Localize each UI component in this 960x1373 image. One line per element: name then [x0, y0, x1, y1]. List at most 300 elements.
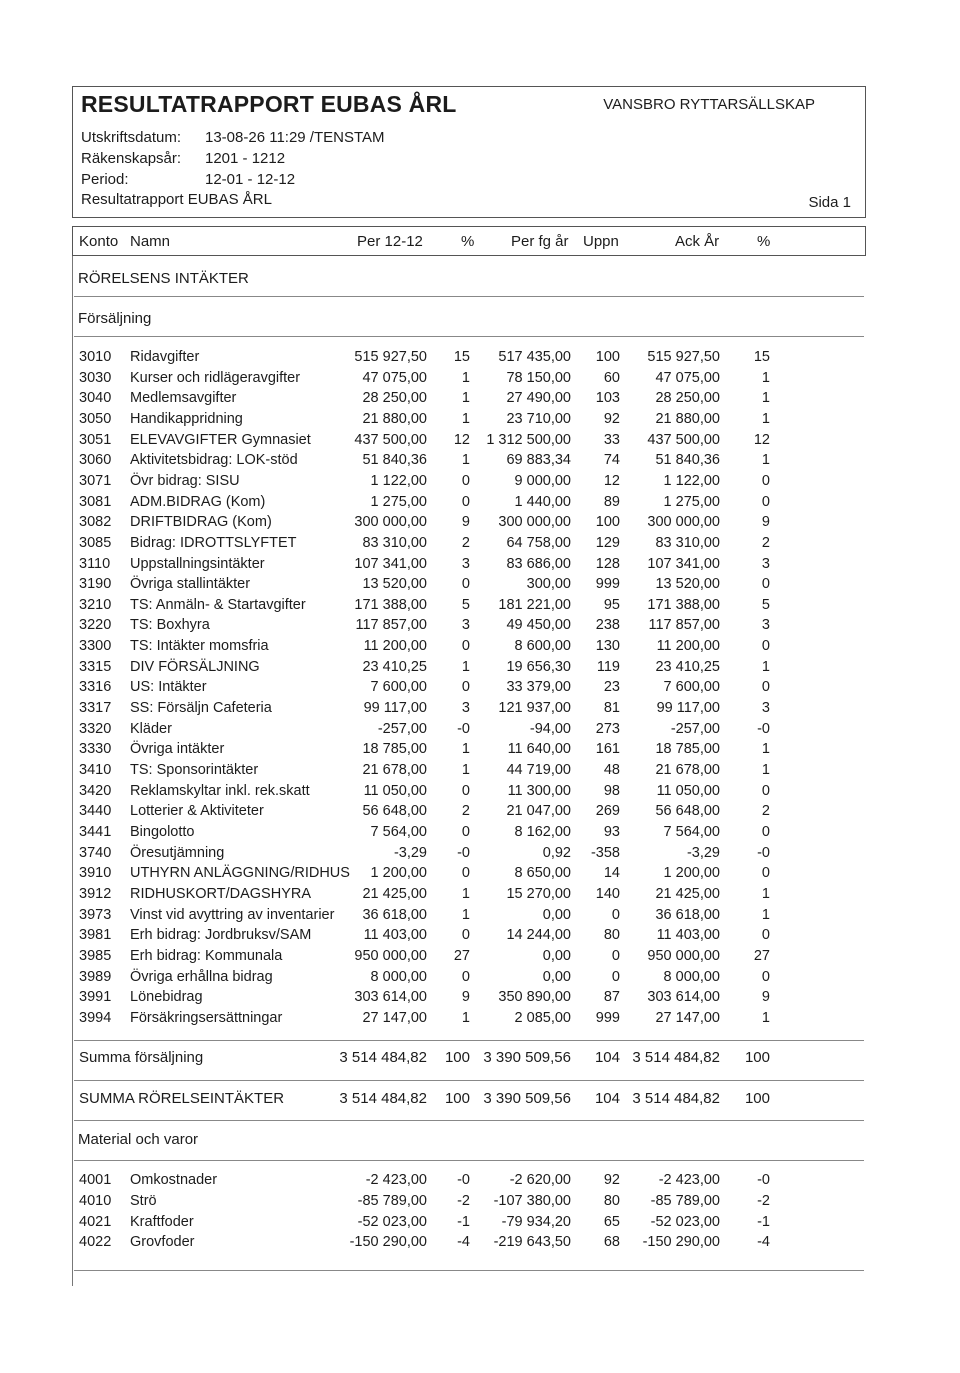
uppn-value: 89	[603, 493, 620, 510]
ack-value: 950 000,00	[647, 947, 720, 964]
per-value: 47 075,00	[362, 369, 427, 386]
ack-pct: 2	[761, 803, 770, 820]
per-pct: 1	[461, 390, 470, 407]
account-number: 3300	[79, 638, 112, 655]
table-row	[0, 679, 960, 700]
ack-pct: 0	[761, 638, 770, 655]
ack-pct: 1	[761, 452, 770, 469]
account-name: Kraftfoder	[130, 1213, 194, 1230]
summa-forsaljning-ack: 3 514 484,82	[632, 1049, 720, 1066]
account-name: Övriga intäkter	[130, 741, 225, 758]
per-value: 36 618,00	[362, 906, 427, 923]
ack-value: 23 410,25	[655, 658, 720, 675]
account-name: DIV FÖRSÄLJNING	[130, 658, 260, 675]
per-pct: 1	[461, 658, 470, 675]
ack-value: 99 117,00	[656, 700, 720, 717]
account-number: 4021	[79, 1213, 112, 1230]
summa-rorelseintakter-pct: 100	[444, 1090, 470, 1107]
summa-forsaljning-row	[0, 1049, 960, 1071]
account-name: ADM.BIDRAG (Kom)	[130, 493, 266, 510]
col-ack-ar: Ack År	[675, 233, 720, 250]
ack-value: 56 648,00	[655, 803, 720, 820]
per-value: 27 147,00	[362, 1009, 427, 1026]
ack-value: 303 614,00	[647, 989, 720, 1006]
section-divider	[74, 336, 864, 337]
account-name: Uppstallningsintäkter	[130, 555, 265, 572]
prev-year-value: 300 000,00	[498, 514, 571, 531]
per-value: 23 410,25	[362, 658, 427, 675]
account-name: Övriga erhållna bidrag	[130, 968, 273, 985]
table-row	[0, 865, 960, 886]
prev-year-value: 27 490,00	[506, 390, 571, 407]
uppn-value: 80	[603, 1192, 620, 1209]
per-pct: 1	[461, 741, 470, 758]
prev-year-value: 44 719,00	[506, 762, 571, 778]
per-pct: 0	[461, 638, 470, 655]
ack-pct: 3	[761, 555, 770, 572]
prev-year-value: 9 000,00	[514, 472, 571, 489]
account-number: 3410	[79, 762, 112, 778]
prev-year-value: 300,00	[526, 576, 571, 593]
account-name: US: Intäkter	[130, 679, 207, 696]
per-value: 303 614,00	[354, 989, 427, 1006]
account-number: 3051	[79, 431, 112, 448]
account-name: Lönebidrag	[130, 989, 203, 1006]
per-pct: 1	[461, 762, 470, 778]
account-number: 4022	[79, 1234, 112, 1251]
account-name: Lotterier & Aktiviteter	[130, 803, 264, 820]
per-value: 56 648,00	[362, 803, 427, 820]
prev-year-value: 83 686,00	[506, 555, 571, 572]
table-row	[0, 494, 960, 515]
ack-value: 21 880,00	[655, 410, 720, 427]
section-rorelsens-intakter: RÖRELSENS INTÄKTER	[78, 270, 249, 287]
per-pct: 9	[461, 989, 470, 1006]
per-value: 21 880,00	[362, 410, 427, 427]
ack-value: 11 200,00	[656, 638, 720, 655]
per-value: -257,00	[377, 720, 427, 737]
ack-value: 171 388,00	[647, 596, 720, 613]
per-value: -3,29	[393, 844, 427, 861]
per-pct: 1	[461, 885, 470, 902]
prev-year-value: -79 934,20	[501, 1213, 571, 1230]
print-date-value: 13-08-26 11:29 /TENSTAM	[205, 129, 385, 146]
account-number: 3315	[79, 658, 112, 675]
uppn-value: 0	[611, 906, 620, 923]
per-value: 437 500,00	[354, 431, 427, 448]
uppn-value: 74	[603, 452, 620, 469]
account-number: 3110	[79, 555, 111, 572]
ack-pct: 12	[753, 431, 770, 448]
per-value: 7 564,00	[370, 823, 427, 840]
prev-year-value: 1 312 500,00	[486, 431, 571, 448]
table-row	[0, 638, 960, 659]
ack-value: -52 023,00	[650, 1213, 720, 1230]
table-row	[0, 762, 960, 783]
prev-year-value: 0,92	[542, 844, 571, 861]
per-value: -52 023,00	[357, 1213, 427, 1230]
uppn-value: 81	[603, 700, 620, 717]
table-row	[0, 535, 960, 556]
ack-pct: -1	[757, 1213, 770, 1230]
per-pct: 9	[461, 514, 470, 531]
prev-year-value: 78 150,00	[506, 369, 571, 386]
table-row	[0, 617, 960, 638]
ack-pct: 9	[761, 514, 770, 531]
table-row	[0, 824, 960, 845]
table-row	[0, 514, 960, 535]
ack-pct: 3	[761, 700, 770, 717]
table-row	[0, 907, 960, 928]
ack-value: 515 927,50	[647, 349, 720, 365]
report-name: Resultatrapport EUBAS ÅRL	[81, 191, 272, 208]
ack-value: 7 564,00	[663, 823, 720, 840]
account-name: Bingolotto	[130, 823, 195, 840]
per-value: 11 200,00	[363, 638, 427, 655]
table-row	[0, 989, 960, 1010]
uppn-value: 87	[603, 989, 620, 1006]
uppn-value: 0	[611, 968, 620, 985]
account-number: 3989	[79, 968, 112, 985]
ack-value: 1 200,00	[663, 865, 720, 882]
ack-value: 47 075,00	[655, 369, 720, 386]
prev-year-value: 23 710,00	[506, 410, 571, 427]
table-row	[0, 349, 960, 370]
table-row	[0, 390, 960, 411]
prev-year-value: 11 300,00	[507, 782, 571, 799]
per-pct: 0	[461, 472, 470, 489]
account-name: Medlemsavgifter	[130, 390, 237, 407]
per-pct: 12	[453, 431, 470, 448]
per-pct: 3	[461, 555, 470, 572]
account-name: Aktivitetsbidrag: LOK-stöd	[130, 452, 298, 469]
account-number: 3316	[79, 679, 112, 696]
account-number: 3081	[79, 493, 112, 510]
account-name: Kläder	[130, 720, 172, 737]
summa-rorelseintakter-pct2: 100	[744, 1090, 770, 1107]
per-value: -85 789,00	[357, 1192, 427, 1209]
prev-year-value: 64 758,00	[506, 534, 571, 551]
account-number: 3040	[79, 390, 112, 407]
per-value: 107 341,00	[354, 555, 427, 572]
summa-forsaljning-uppn: 104	[594, 1049, 620, 1066]
uppn-value: 98	[603, 782, 620, 799]
ack-pct: 0	[761, 679, 770, 696]
ack-pct: 15	[753, 349, 770, 365]
table-row	[0, 432, 960, 453]
account-number: 3010	[79, 349, 112, 365]
section-forsaljning: Försäljning	[78, 310, 152, 327]
table-row	[0, 556, 960, 577]
ack-value: 437 500,00	[647, 431, 720, 448]
summa-forsaljning-per: 3 514 484,82	[339, 1049, 427, 1066]
ack-value: 21 678,00	[655, 762, 720, 778]
period-label: Period:	[81, 171, 129, 188]
uppn-value: 119	[596, 658, 620, 675]
per-pct: 2	[461, 534, 470, 551]
uppn-value: 273	[595, 720, 620, 737]
account-name: Vinst vid avyttring av inventarier	[130, 906, 335, 923]
col-pct1: %	[461, 233, 475, 250]
per-pct: 1	[461, 410, 470, 427]
summa-rorelseintakter-per: 3 514 484,82	[339, 1090, 427, 1107]
table-row	[0, 1010, 960, 1031]
per-pct: 0	[461, 679, 470, 696]
table-row	[0, 576, 960, 597]
per-pct: -0	[457, 1172, 470, 1188]
uppn-value: 92	[603, 410, 620, 427]
col-per-fg-ar: Per fg år	[511, 233, 569, 250]
prev-year-value: 181 221,00	[498, 596, 571, 613]
uppn-value: 140	[595, 885, 620, 902]
per-pct: 0	[461, 576, 470, 593]
table-row	[0, 1172, 960, 1193]
table-row	[0, 452, 960, 473]
ack-value: 11 050,00	[656, 782, 720, 799]
ack-value: 1 122,00	[663, 472, 720, 489]
page-number: Sida 1	[808, 194, 851, 211]
account-number: 3740	[79, 844, 112, 861]
prev-year-value: 69 883,34	[506, 452, 571, 469]
account-number: 3317	[79, 700, 112, 717]
ack-value: 36 618,00	[655, 906, 720, 923]
section-divider	[74, 1160, 864, 1161]
per-value: 13 520,00	[362, 576, 427, 593]
ack-value: 11 403,00	[656, 927, 720, 944]
uppn-value: 12	[603, 472, 620, 489]
account-name: Övriga stallintäkter	[130, 576, 251, 593]
account-name: Erh bidrag: Kommunala	[130, 947, 283, 964]
prev-year-value: 0,00	[542, 906, 571, 923]
ack-pct: 0	[761, 782, 770, 799]
uppn-value: 68	[603, 1234, 620, 1251]
ack-value: -2 423,00	[658, 1172, 720, 1188]
per-value: 7 600,00	[370, 679, 427, 696]
per-pct: -0	[457, 720, 470, 737]
account-number: 3441	[79, 823, 112, 840]
prev-year-value: 350 890,00	[498, 989, 571, 1006]
per-pct: 0	[461, 782, 470, 799]
prev-year-value: 15 270,00	[506, 885, 571, 902]
ack-pct: -0	[757, 720, 770, 737]
per-pct: 3	[461, 617, 470, 634]
prev-year-value: -107 380,00	[493, 1192, 571, 1209]
account-number: 3420	[79, 782, 112, 799]
ack-value: 27 147,00	[655, 1009, 720, 1026]
uppn-value: 92	[603, 1172, 620, 1188]
table-row	[0, 700, 960, 721]
account-name: Ridavgifter	[130, 349, 200, 365]
account-number: 3973	[79, 906, 112, 923]
account-name: Bidrag: IDROTTSLYFTET	[130, 534, 297, 551]
per-pct: 5	[461, 596, 470, 613]
account-number: 3050	[79, 410, 112, 427]
table-row	[0, 370, 960, 391]
section-material: Material och varor	[78, 1131, 199, 1148]
uppn-value: 48	[603, 762, 620, 778]
col-pct2: %	[757, 233, 771, 250]
account-number: 3981	[79, 927, 112, 944]
table-row	[0, 1193, 960, 1214]
prev-year-value: 0,00	[542, 968, 571, 985]
account-number: 3190	[79, 576, 112, 593]
per-pct: 1	[461, 452, 470, 469]
ack-pct: 0	[761, 927, 770, 944]
account-name: Strö	[130, 1192, 157, 1209]
uppn-value: 128	[595, 555, 620, 572]
account-name: Kurser och ridlägeravgifter	[130, 369, 301, 386]
prev-year-value: 8 600,00	[514, 638, 571, 655]
print-date-label: Utskriftsdatum:	[81, 129, 182, 146]
uppn-value: 130	[595, 638, 620, 655]
account-number: 3912	[79, 885, 112, 902]
account-number: 3030	[79, 369, 112, 386]
per-value: 83 310,00	[362, 534, 427, 551]
ack-pct: 0	[761, 472, 770, 489]
per-pct: 0	[461, 493, 470, 510]
account-name: Erh bidrag: Jordbruksv/SAM	[130, 927, 312, 944]
section-divider	[74, 1270, 864, 1271]
uppn-value: 33	[603, 431, 620, 448]
prev-year-value: 33 379,00	[506, 679, 571, 696]
ack-value: -150 290,00	[642, 1234, 720, 1251]
prev-year-value: 1 440,00	[514, 493, 571, 510]
ack-value: 21 425,00	[655, 885, 720, 902]
summa-rorelseintakter-fg: 3 390 509,56	[483, 1090, 571, 1107]
account-name: Omkostnader	[130, 1172, 218, 1188]
report-title: RESULTATRAPPORT EUBAS ÅRL	[81, 91, 457, 117]
per-pct: -1	[457, 1213, 470, 1230]
account-name: SS: Försäljn Cafeteria	[130, 700, 272, 717]
ack-pct: -2	[757, 1192, 770, 1209]
uppn-value: 999	[595, 576, 620, 593]
account-number: 3330	[79, 741, 112, 758]
uppn-value: -358	[590, 844, 620, 861]
organization-name: VANSBRO RYTTARSÄLLSKAP	[603, 96, 815, 113]
per-pct: 0	[461, 968, 470, 985]
per-pct: 27	[453, 947, 470, 964]
per-value: -2 423,00	[365, 1172, 427, 1188]
per-value: 21 678,00	[362, 762, 427, 778]
ack-pct: 0	[761, 493, 770, 510]
period-row	[81, 171, 295, 188]
account-name: Handikappridning	[130, 410, 243, 427]
account-name: TS: Intäkter momsfria	[130, 638, 269, 655]
per-pct: 0	[461, 927, 470, 944]
ack-pct: -0	[757, 1172, 770, 1188]
uppn-value: 161	[595, 741, 620, 758]
table-row	[0, 721, 960, 742]
uppn-value: 269	[595, 803, 620, 820]
ack-pct: 1	[761, 762, 770, 778]
account-number: 4010	[79, 1192, 112, 1209]
account-number: 3082	[79, 514, 112, 531]
ack-pct: 27	[753, 947, 770, 964]
ack-value: 51 840,36	[655, 452, 720, 469]
table-row	[0, 659, 960, 680]
uppn-value: 100	[595, 349, 620, 365]
uppn-value: 999	[595, 1009, 620, 1026]
prev-year-value: 8 650,00	[514, 865, 571, 882]
account-name: TS: Boxhyra	[130, 617, 210, 634]
per-pct: 3	[461, 700, 470, 717]
per-pct: 15	[453, 349, 470, 365]
ack-value: -3,29	[686, 844, 720, 861]
account-name: ELEVAVGIFTER Gymnasiet	[130, 431, 311, 448]
ack-pct: 1	[761, 1009, 770, 1026]
ack-pct: 1	[761, 741, 770, 758]
ack-value: 13 520,00	[655, 576, 720, 593]
ack-pct: 1	[761, 658, 770, 675]
ack-value: 107 341,00	[647, 555, 720, 572]
per-value: 171 388,00	[354, 596, 427, 613]
per-value: 11 403,00	[363, 927, 427, 944]
print-date-row	[81, 129, 385, 146]
per-value: 1 200,00	[370, 865, 427, 882]
ack-pct: 1	[761, 410, 770, 427]
ack-pct: 2	[761, 534, 770, 551]
per-value: 1 275,00	[370, 493, 427, 510]
ack-value: 1 275,00	[663, 493, 720, 510]
per-value: 300 000,00	[354, 514, 427, 531]
uppn-value: 103	[595, 390, 620, 407]
table-row	[0, 927, 960, 948]
ack-pct: 0	[761, 968, 770, 985]
account-number: 3910	[79, 865, 112, 882]
per-value: 8 000,00	[370, 968, 427, 985]
prev-year-value: 21 047,00	[506, 803, 571, 820]
uppn-value: 80	[603, 927, 620, 944]
per-value: 515 927,50	[354, 349, 427, 365]
summa-forsaljning-pct: 100	[444, 1049, 470, 1066]
uppn-value: 129	[595, 534, 620, 551]
summa-forsaljning-fg: 3 390 509,56	[483, 1049, 571, 1066]
column-header-row	[72, 226, 866, 256]
account-number: 3085	[79, 534, 112, 551]
summa-rorelseintakter-row	[0, 1090, 960, 1112]
prev-year-value: 121 937,00	[498, 700, 571, 717]
table-row	[0, 741, 960, 762]
table-row	[0, 473, 960, 494]
per-value: 21 425,00	[362, 885, 427, 902]
ack-pct: 0	[761, 823, 770, 840]
account-number: 3320	[79, 720, 112, 737]
ack-pct: 1	[761, 885, 770, 902]
account-name: UTHYRN ANLÄGGNING/RIDHUS	[130, 865, 350, 882]
table-row	[0, 886, 960, 907]
uppn-value: 23	[603, 679, 620, 696]
per-pct: 2	[461, 803, 470, 820]
summa-forsaljning-pct2: 100	[744, 1049, 770, 1066]
prev-year-value: -94,00	[529, 720, 571, 737]
account-number: 4001	[79, 1172, 112, 1188]
uppn-value: 100	[595, 514, 620, 531]
per-value: 11 050,00	[363, 782, 427, 799]
per-value: 950 000,00	[354, 947, 427, 964]
ack-value: -85 789,00	[650, 1192, 720, 1209]
prev-year-value: 14 244,00	[506, 927, 571, 944]
ack-value: 300 000,00	[647, 514, 720, 531]
account-number: 3991	[79, 989, 112, 1006]
table-row	[0, 1234, 960, 1255]
per-value: 99 117,00	[363, 700, 427, 717]
col-uppn: Uppn	[583, 233, 619, 250]
account-number: 3440	[79, 803, 112, 820]
col-namn: Namn	[130, 233, 171, 250]
ack-value: -257,00	[670, 720, 720, 737]
section-divider	[74, 296, 864, 297]
summa-forsaljning-label: Summa försäljning	[79, 1049, 204, 1066]
